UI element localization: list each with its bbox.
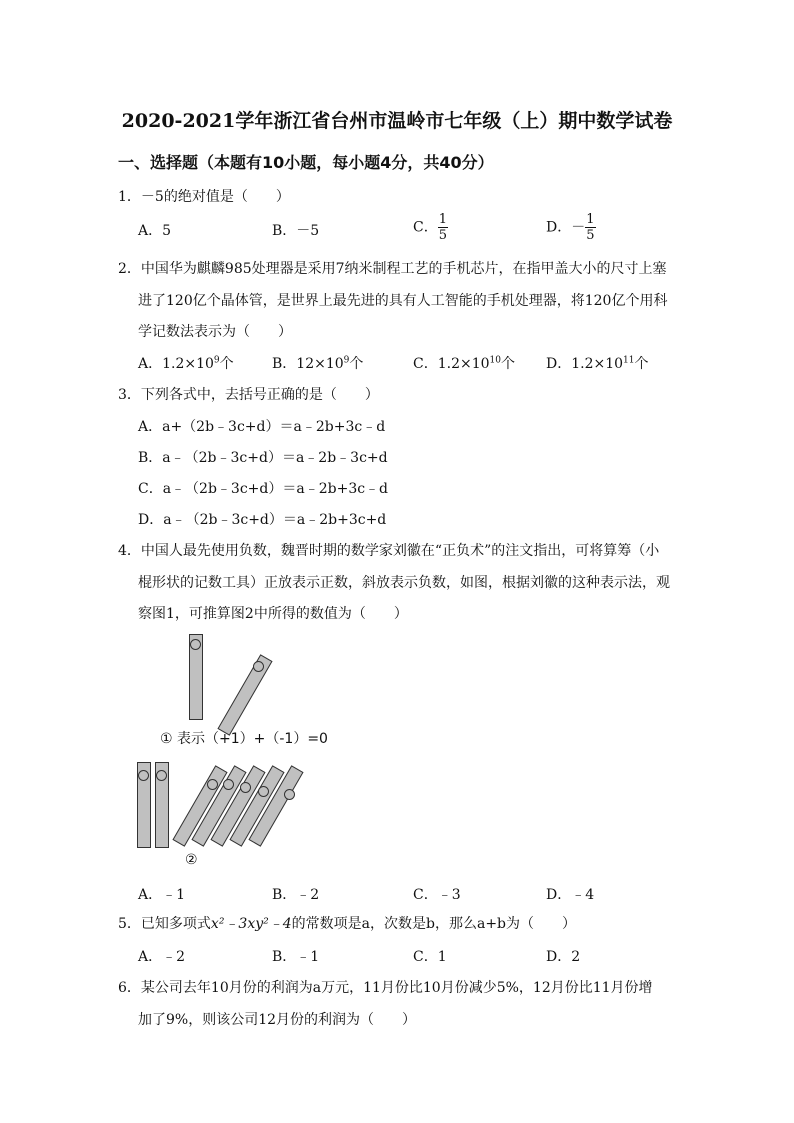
question-4-line-3: 察图1，可推算图2中所得的数值为（ ）	[138, 606, 408, 622]
q2-option-b-exponent: 9	[343, 355, 350, 366]
rod-ring	[284, 789, 295, 800]
question-5-stem-suffix: 的常数项是a，次数是b，那么a+b为（ ）	[291, 916, 577, 932]
q5-option-a: A．﹣2	[138, 949, 186, 965]
q2-option-a-base: A．1.2×10	[138, 356, 214, 372]
q2-option-c-base: C．1.2×10	[413, 356, 490, 372]
rod-ring	[258, 786, 269, 797]
rod-ring	[253, 661, 264, 672]
question-6-line-2: 加了9%，则该公司12月份的利润为（ ）	[138, 1012, 417, 1028]
q5-option-c: C．1	[413, 949, 447, 965]
question-4-line-2: 棍形状的记数工具）正放表示正数，斜放表示负数，如图，根据刘徽的这种表示法，观	[138, 575, 670, 591]
q1-option-c-denominator: 5	[438, 228, 447, 243]
question-5-stem-prefix: 5．已知多项式	[118, 916, 211, 932]
figure-1-caption: ① 表示（+1）+（-1）=0	[160, 731, 328, 747]
q4-option-a: A．﹣1	[138, 887, 186, 903]
q1-option-d	[546, 212, 596, 243]
section-heading: 一、选择题（本题有10小题，每小题4分，共40分）	[118, 153, 494, 172]
q2-option-c-exponent: 10	[489, 355, 501, 366]
rod-ring	[223, 779, 234, 790]
q2-option-a	[138, 353, 234, 373]
q2-option-a-unit: 个	[219, 356, 234, 372]
q2-option-c	[413, 353, 515, 373]
q1-option-d-label: D．－	[546, 219, 586, 236]
question-5-polynomial: x²﹣3xy²﹣4	[210, 916, 292, 932]
question-1-stem: 1．－5的绝对值是（ ）	[118, 189, 290, 205]
figure-2-caption: ②	[185, 852, 198, 868]
q1-option-d-numerator: 1	[586, 212, 595, 227]
q2-option-d-exponent: 11	[623, 355, 635, 366]
q1-option-c-numerator: 1	[438, 212, 447, 227]
rod-ring	[138, 770, 149, 781]
question-5-stem	[118, 913, 576, 935]
q2-option-c-unit: 个	[500, 356, 515, 372]
q3-option-d: D．a﹣（2b﹣3c+d）＝a﹣2b+3c+d	[138, 512, 387, 528]
rod-ring	[240, 782, 251, 793]
q4-option-c: C．﹣3	[413, 887, 461, 903]
q4-option-d: D．﹣4	[546, 887, 595, 903]
q3-option-b: B．a﹣（2b﹣3c+d）＝a﹣2b﹣3c+d	[138, 450, 388, 466]
rod-ring	[190, 639, 201, 650]
q2-option-d-base: D．1.2×10	[546, 356, 624, 372]
q1-option-c	[413, 212, 448, 243]
rod-ring	[207, 779, 218, 790]
rod-slanted	[217, 654, 272, 735]
question-6-line-1: 6．某公司去年10月份的利润为a万元，11月份比10月份减少5%，12月份比11月份增	[118, 980, 653, 996]
q1-option-d-denominator: 5	[586, 228, 595, 243]
question-2-line-1: 2．中国华为麒麟985处理器是采用7纳米制程工艺的手机芯片，在指甲盖大小的尺寸上塞	[118, 261, 667, 277]
q5-option-d: D．2	[546, 949, 581, 965]
q1-option-c-label: C．	[413, 219, 438, 236]
q1-option-b: B．－5	[272, 223, 320, 239]
q2-option-d	[546, 353, 649, 373]
q5-option-b: B．﹣1	[272, 949, 320, 965]
q2-option-b-base: B．12×10	[272, 356, 344, 372]
page-title: 2020-2021学年浙江省台州市温岭市七年级（上）期中数学试卷	[121, 110, 673, 132]
q4-option-b: B．﹣2	[272, 887, 320, 903]
question-3-stem: 3．下列各式中，去括号正确的是（ ）	[118, 387, 379, 403]
question-2-line-3: 学记数法表示为（ ）	[138, 324, 292, 340]
q2-option-b	[272, 353, 363, 373]
rod-ring	[156, 770, 167, 781]
q3-option-a: A．a+（2b﹣3c+d）＝a﹣2b+3c﹣d	[138, 419, 386, 435]
q1-option-c-fraction	[438, 212, 448, 243]
q2-option-b-unit: 个	[349, 356, 364, 372]
q1-option-d-fraction	[585, 212, 595, 243]
q2-option-d-unit: 个	[634, 356, 649, 372]
q3-option-c: C．a﹣（2b﹣3c+d）＝a﹣2b+3c﹣d	[138, 481, 389, 497]
q1-option-a: A．5	[138, 223, 172, 239]
q2-option-a-exponent: 9	[213, 355, 220, 366]
question-4-line-1: 4．中国人最先使用负数，魏晋时期的数学家刘徽在“正负术”的注文指出，可将算筹（小	[118, 543, 660, 559]
question-2-line-2: 进了120亿个晶体管，是世界上最先进的具有人工智能的手机处理器，将120亿个用科	[138, 293, 668, 309]
